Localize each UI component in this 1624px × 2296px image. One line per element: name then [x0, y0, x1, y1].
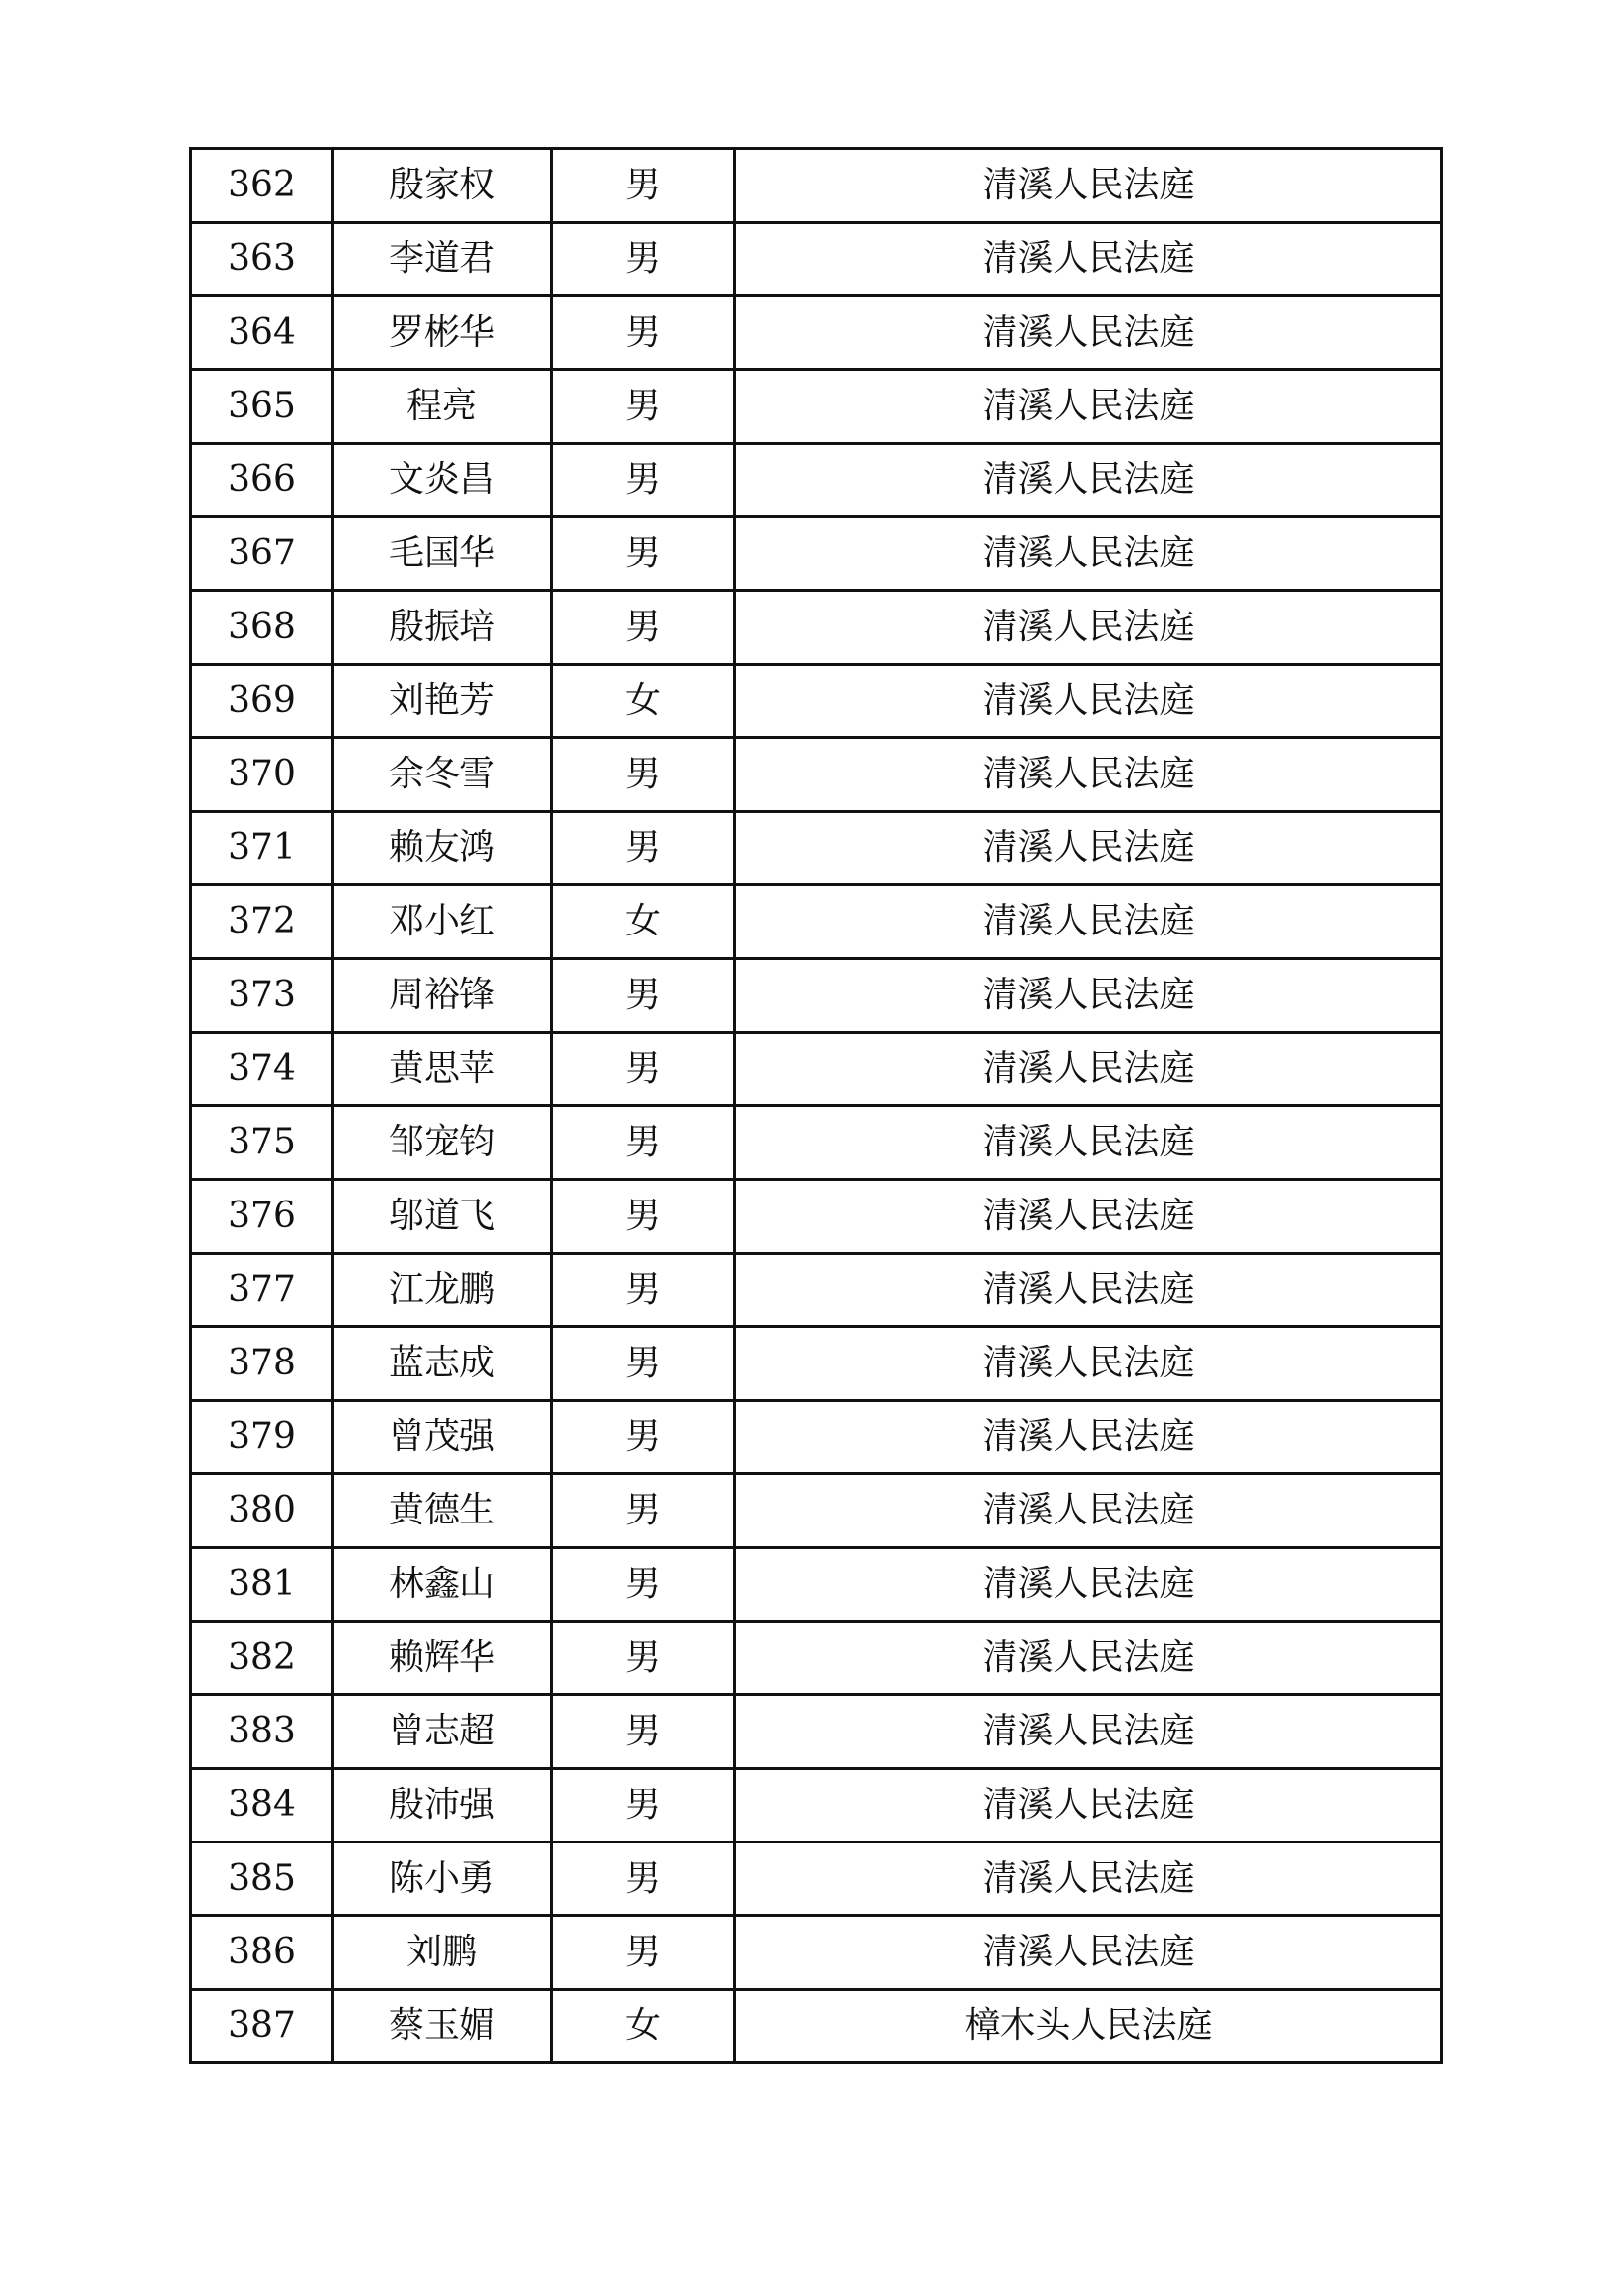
- table-row: [191, 959, 1442, 1033]
- table-row: [191, 149, 1442, 223]
- name-cell: 罗彬华: [333, 296, 552, 370]
- court-cell: 清溪人民法庭: [735, 517, 1442, 591]
- table-row: [191, 665, 1442, 738]
- court-cell: 清溪人民法庭: [735, 1327, 1442, 1401]
- court-cell: 清溪人民法庭: [735, 885, 1442, 959]
- gender-cell: 男: [552, 1401, 735, 1474]
- roster-table: [189, 147, 1443, 2064]
- table-row: [191, 1180, 1442, 1254]
- row-number-cell: 368: [191, 591, 333, 665]
- court-cell: 清溪人民法庭: [735, 370, 1442, 444]
- row-number-cell: 371: [191, 812, 333, 885]
- court-cell: 清溪人民法庭: [735, 1916, 1442, 1990]
- row-number-cell: 379: [191, 1401, 333, 1474]
- row-number-cell: 381: [191, 1548, 333, 1622]
- name-cell: 曾志超: [333, 1695, 552, 1769]
- table-row: [191, 370, 1442, 444]
- name-cell: 邬道飞: [333, 1180, 552, 1254]
- table-row: [191, 1842, 1442, 1916]
- name-cell: 余冬雪: [333, 738, 552, 812]
- table-row: [191, 1106, 1442, 1180]
- table-row: [191, 1033, 1442, 1106]
- table-row: [191, 885, 1442, 959]
- name-cell: 林鑫山: [333, 1548, 552, 1622]
- table-row: [191, 296, 1442, 370]
- gender-cell: 男: [552, 517, 735, 591]
- row-number-cell: 362: [191, 149, 333, 223]
- name-cell: 陈小勇: [333, 1842, 552, 1916]
- row-number-cell: 364: [191, 296, 333, 370]
- row-number-cell: 382: [191, 1622, 333, 1695]
- row-number-cell: 384: [191, 1769, 333, 1842]
- gender-cell: 男: [552, 1622, 735, 1695]
- gender-cell: 女: [552, 1990, 735, 2063]
- gender-cell: 男: [552, 1033, 735, 1106]
- table-row: [191, 444, 1442, 517]
- table-row: [191, 1548, 1442, 1622]
- gender-cell: 男: [552, 1474, 735, 1548]
- row-number-cell: 373: [191, 959, 333, 1033]
- name-cell: 周裕锋: [333, 959, 552, 1033]
- gender-cell: 男: [552, 1106, 735, 1180]
- gender-cell: 男: [552, 1327, 735, 1401]
- court-cell: 清溪人民法庭: [735, 1769, 1442, 1842]
- row-number-cell: 383: [191, 1695, 333, 1769]
- table-row: [191, 223, 1442, 296]
- row-number-cell: 376: [191, 1180, 333, 1254]
- court-cell: 清溪人民法庭: [735, 149, 1442, 223]
- gender-cell: 男: [552, 223, 735, 296]
- roster-table-body: [191, 149, 1442, 2063]
- gender-cell: 男: [552, 296, 735, 370]
- row-number-cell: 377: [191, 1254, 333, 1327]
- court-cell: 清溪人民法庭: [735, 1622, 1442, 1695]
- court-cell: 清溪人民法庭: [735, 665, 1442, 738]
- name-cell: 程亮: [333, 370, 552, 444]
- court-cell: 清溪人民法庭: [735, 444, 1442, 517]
- table-row: [191, 1254, 1442, 1327]
- name-cell: 邹宠钧: [333, 1106, 552, 1180]
- gender-cell: 男: [552, 149, 735, 223]
- name-cell: 黄德生: [333, 1474, 552, 1548]
- court-cell: 清溪人民法庭: [735, 738, 1442, 812]
- table-row: [191, 1622, 1442, 1695]
- court-cell: 清溪人民法庭: [735, 1401, 1442, 1474]
- court-cell: 清溪人民法庭: [735, 1254, 1442, 1327]
- table-row: [191, 1990, 1442, 2063]
- table-row: [191, 1327, 1442, 1401]
- gender-cell: 男: [552, 1254, 735, 1327]
- row-number-cell: 385: [191, 1842, 333, 1916]
- row-number-cell: 363: [191, 223, 333, 296]
- name-cell: 邓小红: [333, 885, 552, 959]
- court-cell: 清溪人民法庭: [735, 1180, 1442, 1254]
- row-number-cell: 370: [191, 738, 333, 812]
- name-cell: 江龙鹏: [333, 1254, 552, 1327]
- row-number-cell: 365: [191, 370, 333, 444]
- gender-cell: 男: [552, 1548, 735, 1622]
- gender-cell: 男: [552, 370, 735, 444]
- table-row: [191, 1695, 1442, 1769]
- gender-cell: 男: [552, 1695, 735, 1769]
- gender-cell: 男: [552, 444, 735, 517]
- name-cell: 赖辉华: [333, 1622, 552, 1695]
- table-row: [191, 1916, 1442, 1990]
- gender-cell: 男: [552, 1842, 735, 1916]
- row-number-cell: 386: [191, 1916, 333, 1990]
- row-number-cell: 387: [191, 1990, 333, 2063]
- name-cell: 蔡玉媚: [333, 1990, 552, 2063]
- table-row: [191, 517, 1442, 591]
- row-number-cell: 374: [191, 1033, 333, 1106]
- court-cell: 清溪人民法庭: [735, 959, 1442, 1033]
- court-cell: 清溪人民法庭: [735, 1033, 1442, 1106]
- gender-cell: 女: [552, 665, 735, 738]
- name-cell: 殷沛强: [333, 1769, 552, 1842]
- court-cell: 清溪人民法庭: [735, 591, 1442, 665]
- court-cell: 清溪人民法庭: [735, 1106, 1442, 1180]
- court-cell: 清溪人民法庭: [735, 1842, 1442, 1916]
- name-cell: 文炎昌: [333, 444, 552, 517]
- row-number-cell: 380: [191, 1474, 333, 1548]
- name-cell: 刘艳芳: [333, 665, 552, 738]
- name-cell: 蓝志成: [333, 1327, 552, 1401]
- row-number-cell: 367: [191, 517, 333, 591]
- gender-cell: 男: [552, 812, 735, 885]
- roster-table-container: [189, 147, 1440, 2064]
- row-number-cell: 366: [191, 444, 333, 517]
- name-cell: 殷家权: [333, 149, 552, 223]
- court-cell: 清溪人民法庭: [735, 296, 1442, 370]
- court-cell: 樟木头人民法庭: [735, 1990, 1442, 2063]
- gender-cell: 男: [552, 1769, 735, 1842]
- name-cell: 曾茂强: [333, 1401, 552, 1474]
- table-row: [191, 591, 1442, 665]
- court-cell: 清溪人民法庭: [735, 1474, 1442, 1548]
- name-cell: 李道君: [333, 223, 552, 296]
- table-row: [191, 812, 1442, 885]
- row-number-cell: 375: [191, 1106, 333, 1180]
- table-row: [191, 738, 1442, 812]
- gender-cell: 男: [552, 959, 735, 1033]
- court-cell: 清溪人民法庭: [735, 1548, 1442, 1622]
- row-number-cell: 378: [191, 1327, 333, 1401]
- court-cell: 清溪人民法庭: [735, 223, 1442, 296]
- name-cell: 刘鹏: [333, 1916, 552, 1990]
- gender-cell: 男: [552, 591, 735, 665]
- row-number-cell: 369: [191, 665, 333, 738]
- court-cell: 清溪人民法庭: [735, 1695, 1442, 1769]
- gender-cell: 男: [552, 738, 735, 812]
- table-row: [191, 1401, 1442, 1474]
- court-cell: 清溪人民法庭: [735, 812, 1442, 885]
- row-number-cell: 372: [191, 885, 333, 959]
- table-row: [191, 1474, 1442, 1548]
- name-cell: 赖友鸿: [333, 812, 552, 885]
- name-cell: 黄思苹: [333, 1033, 552, 1106]
- gender-cell: 男: [552, 1180, 735, 1254]
- name-cell: 殷振培: [333, 591, 552, 665]
- gender-cell: 女: [552, 885, 735, 959]
- table-row: [191, 1769, 1442, 1842]
- gender-cell: 男: [552, 1916, 735, 1990]
- name-cell: 毛国华: [333, 517, 552, 591]
